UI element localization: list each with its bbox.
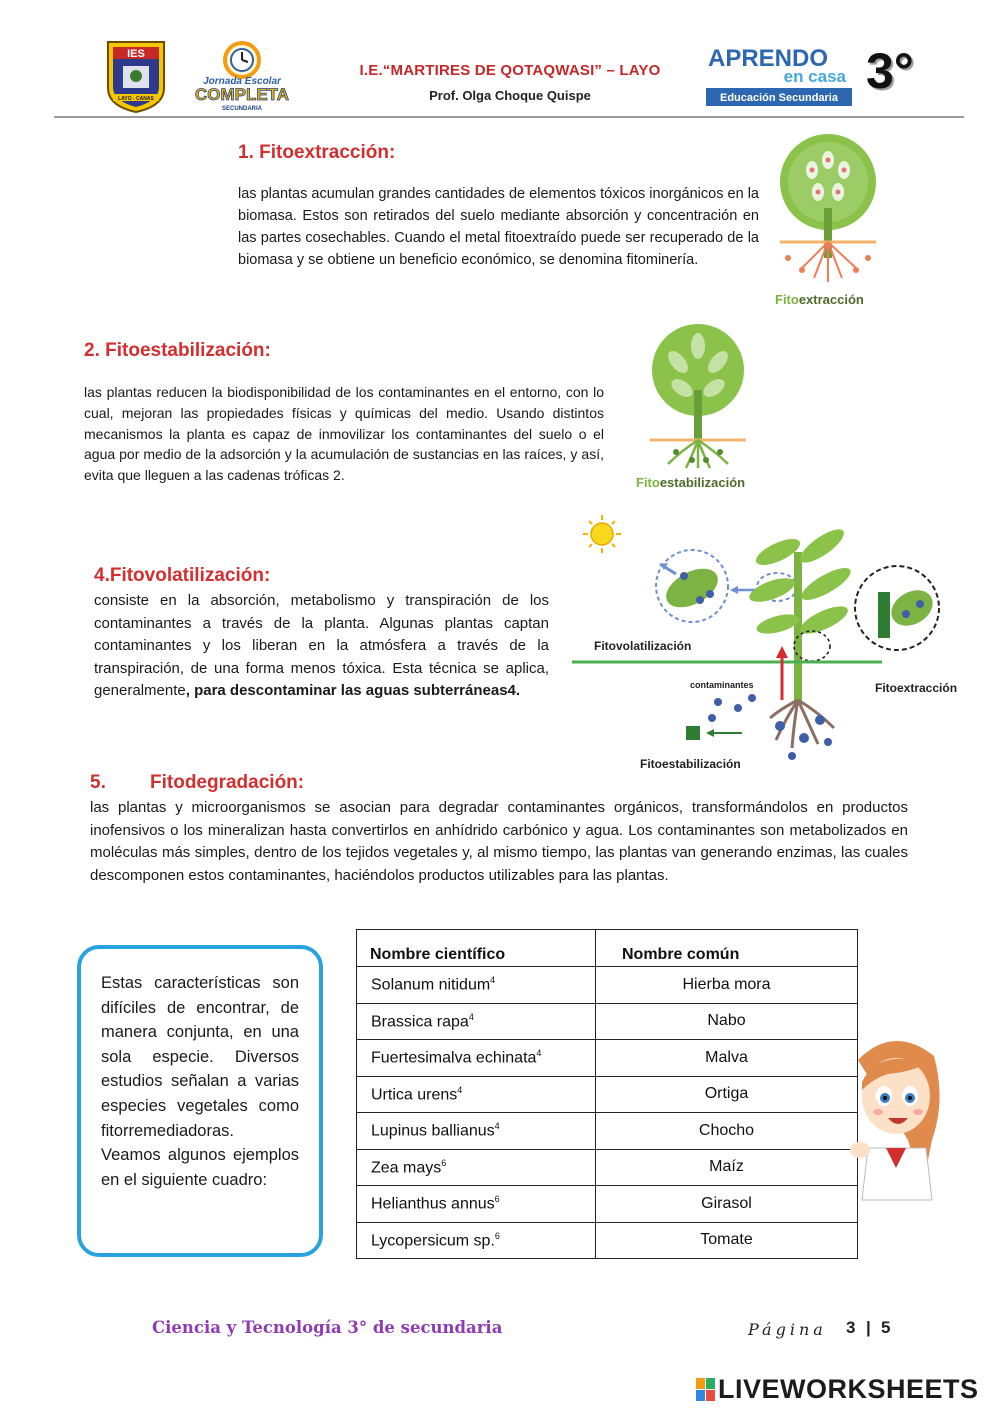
scientific-name-cell [357,1186,596,1223]
caption-suffix: extracción [798,292,864,307]
girl-cartoon-illustration [838,1030,948,1210]
school-name: I.E.“MARTIRES DE QOTAQWASI” – LAYO [359,62,661,79]
callout-text: Estas características son difíciles de encontrar, de manera conjunta, en una sola especie. Diversos estudios señalan a varias especies vegetales como fitorremediadoras. [101,974,299,1140]
grade-badge: 3° [866,43,914,99]
section-5-number: 5. [90,772,106,793]
table-row [357,1149,858,1186]
phytoextraction-caption [775,292,864,307]
section-2-title: 2. Fitoestabilización: [84,340,271,361]
scientific-name-cell [357,1040,596,1077]
scientific-name: Fuertesimalva echinata [371,1049,537,1067]
callout-text-2: Veamos algunos ejemplos en el siguiente cuadro: [101,1146,299,1189]
page-label: Página [748,1320,827,1339]
scientific-name-cell [357,1076,596,1113]
reference-superscript: 4 [494,1121,500,1132]
aprendo-line3: Educación Secundaria [720,92,838,104]
page-total: 5 [881,1318,891,1337]
section-5-body: las plantas y microorganismos se asocian para degradar contaminantes orgánicos, transformándolos en productos inofensivos o los mineralizan hasta convertirlos en anhídrido carbónico y agua. Los contaminantes son metabolizados en moléculas más simples, dentro de los tejidos vegetales y, al mismo tiempo, las plantas van generando enzimas, las cuales descomponen estos contaminantes, haciéndolos productos utilizables para las plantas. [90,799,908,884]
reference-superscript: 4 [468,1011,474,1022]
school-logo-text: IES [127,48,145,60]
jornada-line2: COMPLETA [194,85,290,104]
section-1-body: las plantas acumulan grandes cantidades de elementos tóxicos inorgánicos en la biomasa. Estos son retirados del suelo mediante absorción y concentración en las partes cosechables. Cuando el metal fitoextraído puede ser recuperado de la biomasa y se obtiene un beneficio económico, se denomina fitominería. [238,186,759,268]
common-name-cell: Malva [596,1040,858,1077]
header-common-name: Nombre común [596,930,858,967]
common-name-cell: Chocho [596,1113,858,1150]
jornada-line1: Jornada Escolar [203,76,281,87]
aprendo-en-casa-logo [706,44,852,108]
table-row [357,1003,858,1040]
diagram-label-stabilization: Fitoestabilización [640,757,741,771]
caption-prefix: Fito [636,475,660,490]
scientific-name: Zea mays [371,1158,442,1176]
common-name-cell: Tomate [596,1222,858,1259]
reference-superscript: 6 [494,1230,500,1241]
scientific-name-cell [357,1222,596,1259]
table-header-row [357,930,858,967]
table-row [357,1076,858,1113]
diagram-label-volatilization: Fitovolatilización [594,639,692,653]
section-4-body-bold: , para descontaminar las aguas subterráneas4. [185,682,521,699]
scientific-name-cell [357,1003,596,1040]
page-number: 3 [846,1318,856,1337]
table-row [357,1222,858,1259]
scientific-name: Urtica urens [371,1085,458,1103]
scientific-name-cell [357,1113,596,1150]
section-2-body: las plantas reducen la biodisponibilidad de los contaminantes en el entorno, con lo cual, mejoran las propiedades físicas y químicas del medio. Usando distintos mecanismos la planta es capaz de inmovilizar los contaminantes del suelo o el agua por medio de la adsorción y la acumulación de sustancias en las raíces, y así, evita que lleguen a las cadenas tróficas 2. [84,384,604,484]
phytostabilization-tree-illustration [646,320,750,470]
header-scientific-name: Nombre científico [357,930,596,967]
caption-suffix: estabilización [659,475,746,490]
scientific-name-cell [357,967,596,1004]
section-4-body-plain: consiste en la absorción, metabolismo y transpiración de los contaminantes a través de la planta. Algunas plantas captan contaminantes y los liberan en la atmósfera a través de la transpiración, de una forma menos tóxica. Esta técnica se aplica, generalmente [94,592,549,699]
section-4-body [94,590,549,703]
jornada-completa-logo [188,40,296,112]
common-name-cell: Girasol [596,1186,858,1223]
scientific-name: Solanum nitidum [371,976,491,994]
plants-table [356,929,858,1259]
reference-superscript: 4 [536,1048,542,1059]
phytostabilization-caption [636,475,745,490]
section-1-title: 1. Fitoextracción: [238,142,396,163]
caption-prefix: Fito [775,292,799,307]
common-name-cell: Nabo [596,1003,858,1040]
reference-superscript: 4 [457,1084,463,1095]
table-row [357,1186,858,1223]
footer-subject: Ciencia y Tecnología 3° de secundaria [152,1318,503,1337]
header-divider [54,116,964,118]
common-name-cell: Ortiga [596,1076,858,1113]
aprendo-line2: en casa [783,67,846,86]
scientific-name: Lupinus ballianus [371,1122,495,1140]
common-name-cell: Hierba mora [596,967,858,1004]
watermark-part-2: WORKSHEETS [780,1374,979,1404]
section-5-title: Fitodegradación: [150,772,305,793]
scientific-name-cell [357,1149,596,1186]
info-callout-box [77,945,323,1257]
common-name-cell: Maíz [596,1149,858,1186]
diagram-label-contaminants: contaminantes [690,680,754,690]
reference-superscript: 6 [494,1194,500,1205]
jornada-line3: SECUNDARIA [221,106,263,112]
phytoremediation-diagram [572,512,984,774]
phytoextraction-tree-illustration [772,130,882,290]
watermark-part-1: LIVE [718,1374,781,1404]
table-row [357,1040,858,1077]
table-row [357,1113,858,1150]
school-logo-subtext: LAYO - CANAS [118,96,154,102]
table-row [357,967,858,1004]
diagram-label-extraction: Fitoextracción [875,681,958,695]
teacher-name: Prof. Olga Choque Quispe [429,88,591,103]
scientific-name: Brassica rapa [371,1012,469,1030]
aprendo-line1: APRENDO [708,45,829,72]
liveworksheets-logo-icon [696,1378,716,1402]
school-logo [104,38,168,114]
liveworksheets-watermark [718,1374,979,1405]
scientific-name: Lycopersicum sp. [371,1231,495,1249]
reference-superscript: 6 [441,1157,447,1168]
sun-icon [583,515,621,553]
scientific-name: Helianthus annus [371,1195,495,1213]
section-4-title: 4.Fitovolatilización: [94,565,271,586]
reference-superscript: 4 [490,975,496,986]
page-separator: | [866,1318,871,1337]
